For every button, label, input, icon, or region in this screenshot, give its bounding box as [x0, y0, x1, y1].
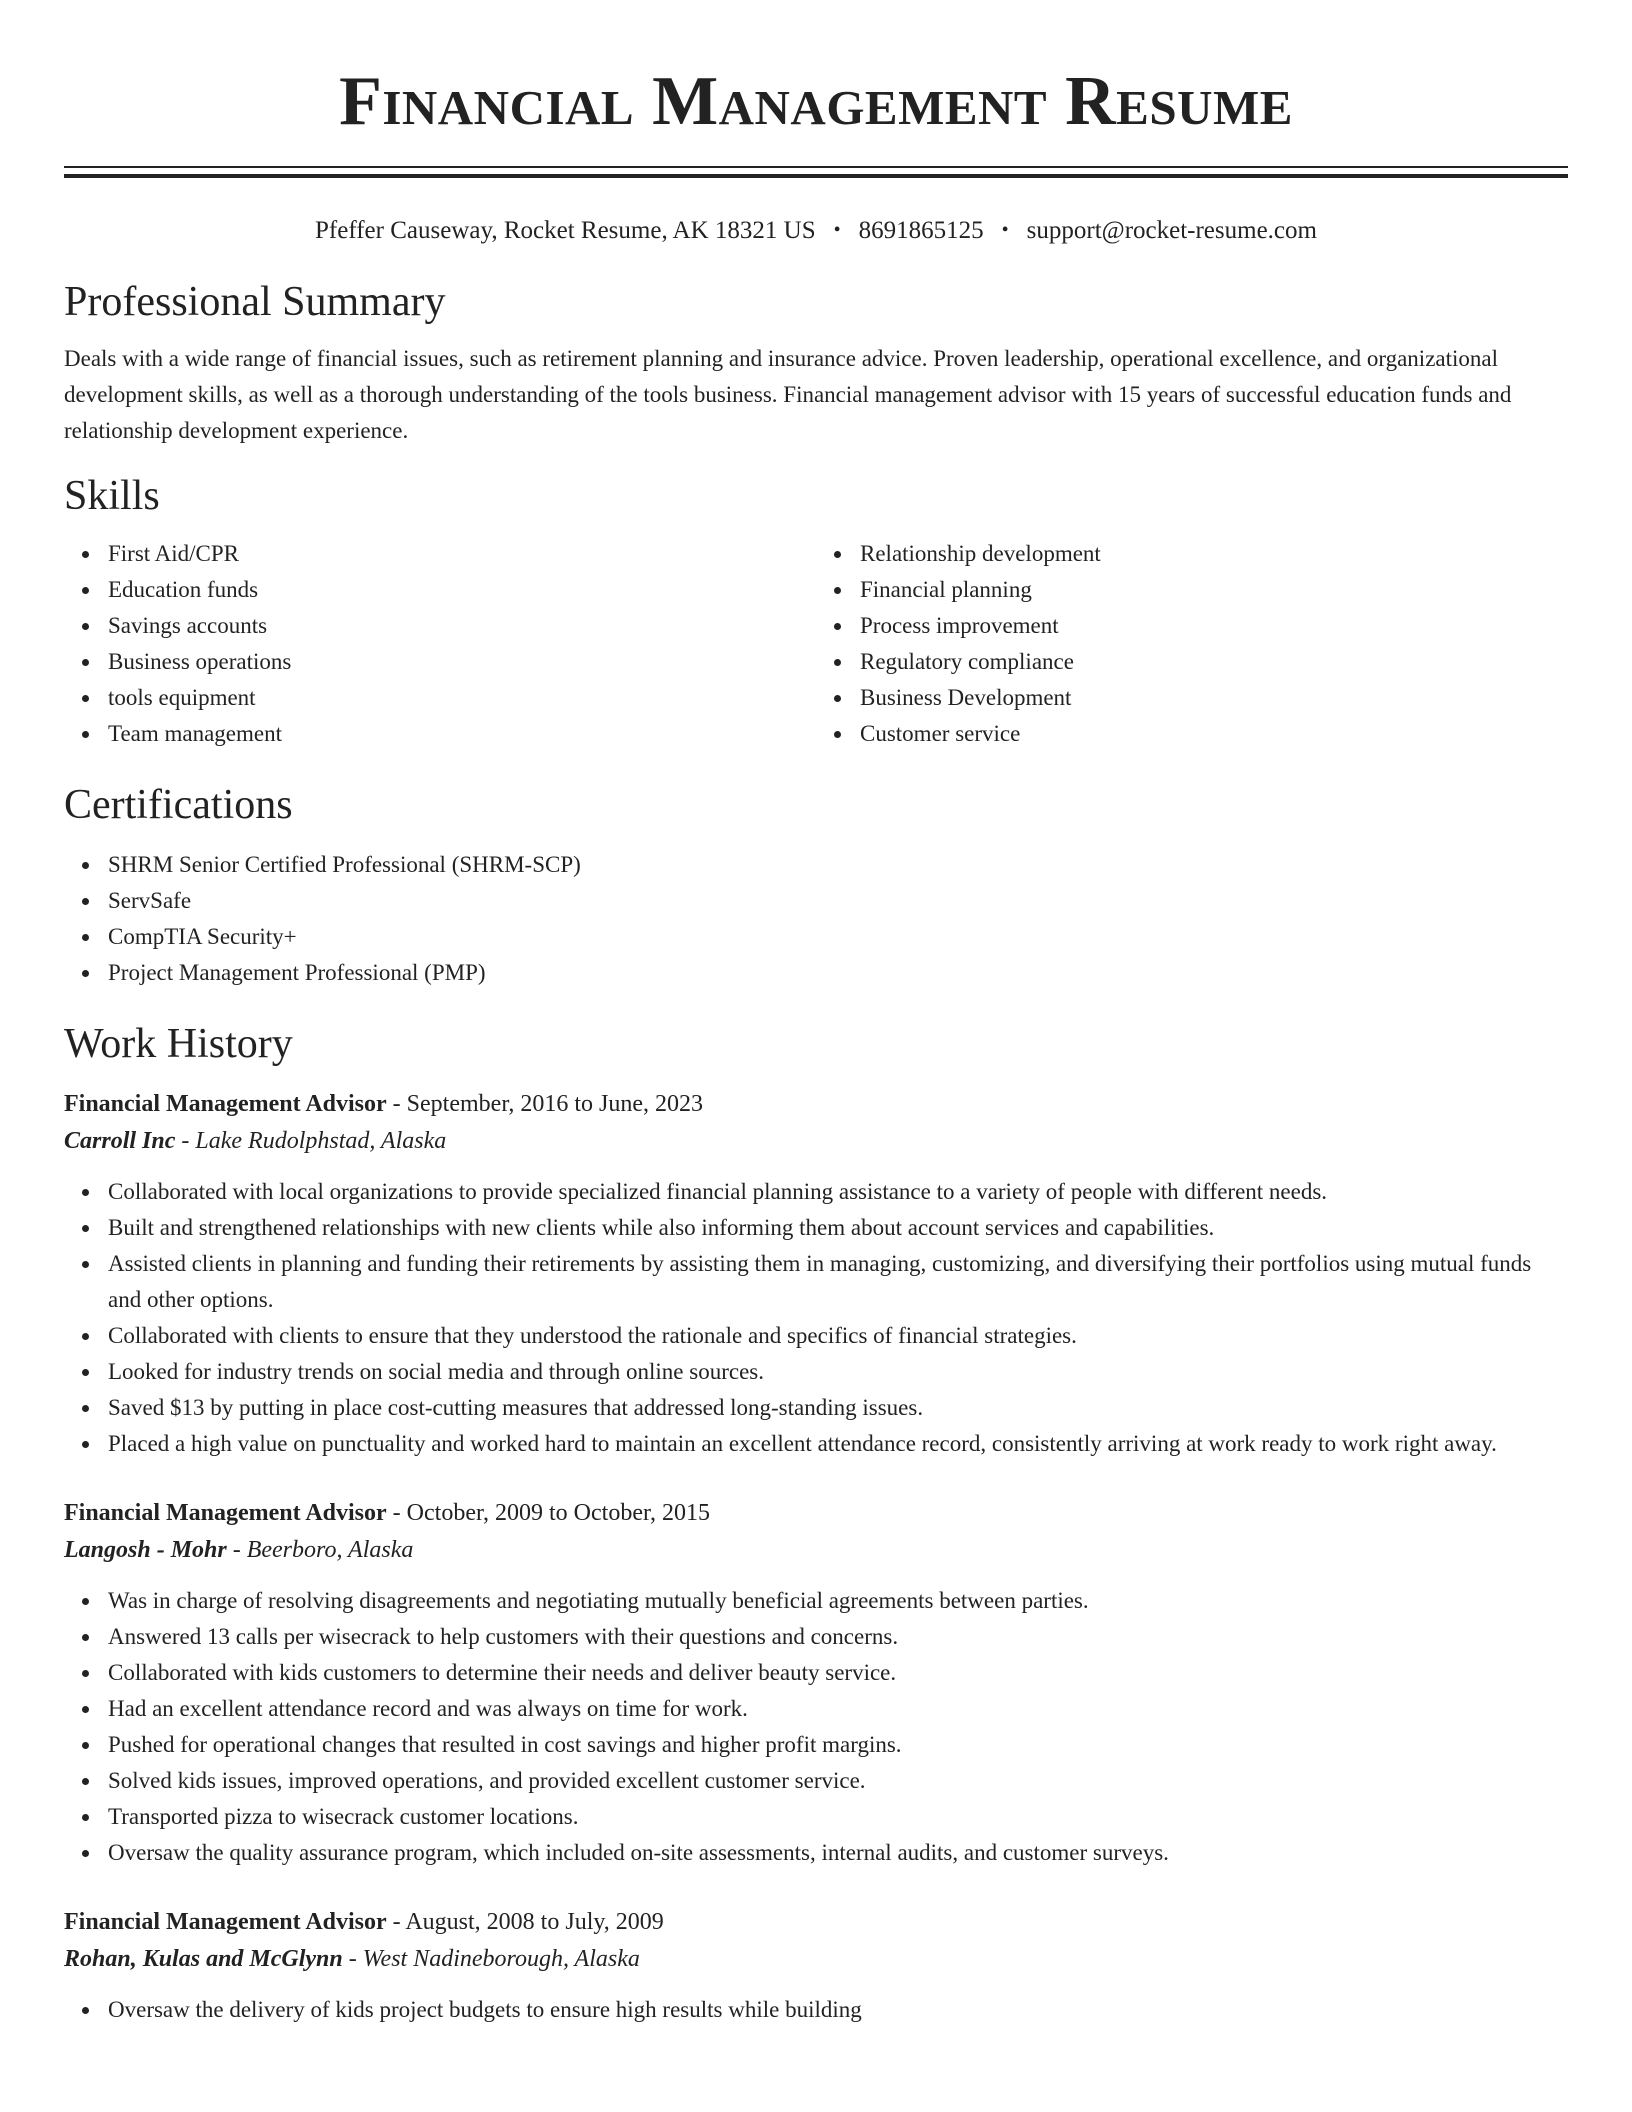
skill-item: Business operations — [108, 644, 816, 680]
job-location: Beerboro, Alaska — [246, 1537, 414, 1563]
certification-item: SHRM Senior Certified Professional (SHRM-SCP) — [108, 847, 1568, 883]
job-bullet: Oversaw the delivery of kids project budgets to ensure high results while building — [108, 1992, 1568, 2028]
job-title: Financial Management Advisor — [64, 1909, 387, 1935]
resume-title: Financial Management Resume — [339, 63, 1293, 140]
job-entry — [64, 1904, 1568, 2028]
job-bullet: Assisted clients in planning and funding their retirements by assisting them in managing, customizing, and diversifying their portfolios using mutual funds and other options. — [108, 1246, 1568, 1318]
certification-item: ServSafe — [108, 883, 1568, 919]
job-dates: October, 2009 to October, 2015 — [406, 1500, 711, 1526]
job-bullet: Answered 13 calls per wisecrack to help customers with their questions and concerns. — [108, 1619, 1568, 1655]
job-title: Financial Management Advisor — [64, 1500, 387, 1526]
job-company: Carroll Inc — [64, 1128, 176, 1154]
summary-heading: Professional Summary — [64, 279, 446, 325]
certification-item: CompTIA Security+ — [108, 919, 1568, 955]
job-bullet: Collaborated with kids customers to determine their needs and deliver beauty service. — [108, 1655, 1568, 1691]
job-bullet: Built and strengthened relationships with new clients while also informing them about account services and capabilities. — [108, 1210, 1568, 1246]
job-bullet: Was in charge of resolving disagreements and negotiating mutually beneficial agreements between parties. — [108, 1583, 1568, 1619]
skills-heading: Skills — [64, 473, 160, 519]
skill-item: Education funds — [108, 572, 816, 608]
job-bullet: Had an excellent attendance record and was always on time for work. — [108, 1691, 1568, 1727]
title-rule-thick — [64, 174, 1568, 178]
job-bullet: Looked for industry trends on social media and through online sources. — [108, 1354, 1568, 1390]
skill-item: Financial planning — [860, 572, 1568, 608]
skill-item: First Aid/CPR — [108, 536, 816, 572]
title-double-rule — [64, 166, 1568, 178]
skill-item: Business Development — [860, 680, 1568, 716]
title-rule-thin — [64, 166, 1568, 168]
job-entry — [64, 1495, 1568, 1871]
job-bullet: Oversaw the quality assurance program, which included on-site assessments, internal audits, and customer surveys. — [108, 1835, 1568, 1871]
job-bullet: Solved kids issues, improved operations, and provided excellent customer service. — [108, 1763, 1568, 1799]
skill-item: Process improvement — [860, 608, 1568, 644]
work-history-heading: Work History — [64, 1021, 293, 1067]
job-location: West Nadineborough, Alaska — [362, 1946, 640, 1972]
job-title-line: Financial Management Advisor - August, 2008 to July, 2009 — [64, 1909, 664, 1935]
job-company-line: Langosh - Mohr - Beerboro, Alaska — [64, 1537, 414, 1563]
job-bullets — [64, 1174, 1568, 1462]
job-dates: August, 2008 to July, 2009 — [405, 1909, 664, 1935]
job-bullets — [64, 1583, 1568, 1871]
skills-list-left — [64, 536, 816, 752]
certifications-heading: Certifications — [64, 782, 293, 828]
contact-separator: • — [1001, 219, 1009, 241]
job-title-line: Financial Management Advisor - October, 2009 to October, 2015 — [64, 1500, 711, 1526]
contact-separator: • — [833, 219, 841, 241]
skill-item: Team management — [108, 716, 816, 752]
contact-address: Pfeffer Causeway, Rocket Resume, AK 18321 US — [315, 217, 816, 244]
certification-item: Project Management Professional (PMP) — [108, 955, 1568, 991]
job-dates: September, 2016 to June, 2023 — [406, 1091, 704, 1117]
job-company: Rohan, Kulas and McGlynn — [64, 1946, 343, 1972]
job-title-line: Financial Management Advisor - September, 2016 to June, 2023 — [64, 1091, 704, 1117]
skill-item: Customer service — [860, 716, 1568, 752]
skill-item: tools equipment — [108, 680, 816, 716]
job-bullets — [64, 1992, 1568, 2028]
job-bullet: Collaborated with local organizations to provide specialized financial planning assistance to a variety of people with different needs. — [108, 1174, 1568, 1210]
job-entry — [64, 1086, 1568, 1462]
job-company: Langosh - Mohr — [64, 1537, 227, 1563]
summary-text: Deals with a wide range of financial issues, such as retirement planning and insurance advice. Proven leadership, operational excellence, and organizational development skills, as well as a thorough understanding of the tools business. Financial management advisor with 15 years of successful education funds and relationship development experience. — [64, 346, 1512, 443]
skills-columns — [64, 536, 1568, 752]
skills-list-right — [816, 536, 1568, 752]
job-title: Financial Management Advisor — [64, 1091, 387, 1117]
job-company-line: Rohan, Kulas and McGlynn - West Nadineborough, Alaska — [64, 1946, 640, 1972]
skill-item: Savings accounts — [108, 608, 816, 644]
contact-phone: 8691865125 — [858, 217, 984, 244]
job-bullet: Transported pizza to wisecrack customer locations. — [108, 1799, 1568, 1835]
job-bullet: Saved $13 by putting in place cost-cutting measures that addressed long-standing issues. — [108, 1390, 1568, 1426]
skill-item: Relationship development — [860, 536, 1568, 572]
resume-page — [64, 0, 1568, 2028]
skill-item: Regulatory compliance — [860, 644, 1568, 680]
job-company-line: Carroll Inc - Lake Rudolphstad, Alaska — [64, 1128, 447, 1154]
job-bullet: Placed a high value on punctuality and worked hard to maintain an excellent attendance record, consistently arriving at work ready to work right away. — [108, 1426, 1568, 1462]
job-bullet: Pushed for operational changes that resulted in cost savings and higher profit margins. — [108, 1727, 1568, 1763]
job-location: Lake Rudolphstad, Alaska — [195, 1128, 447, 1154]
contact-email: support@rocket-resume.com — [1026, 217, 1317, 244]
certifications-list — [64, 847, 1568, 991]
job-bullet: Collaborated with clients to ensure that they understood the rationale and specifics of financial strategies. — [108, 1318, 1568, 1354]
contact-line — [64, 213, 1568, 248]
